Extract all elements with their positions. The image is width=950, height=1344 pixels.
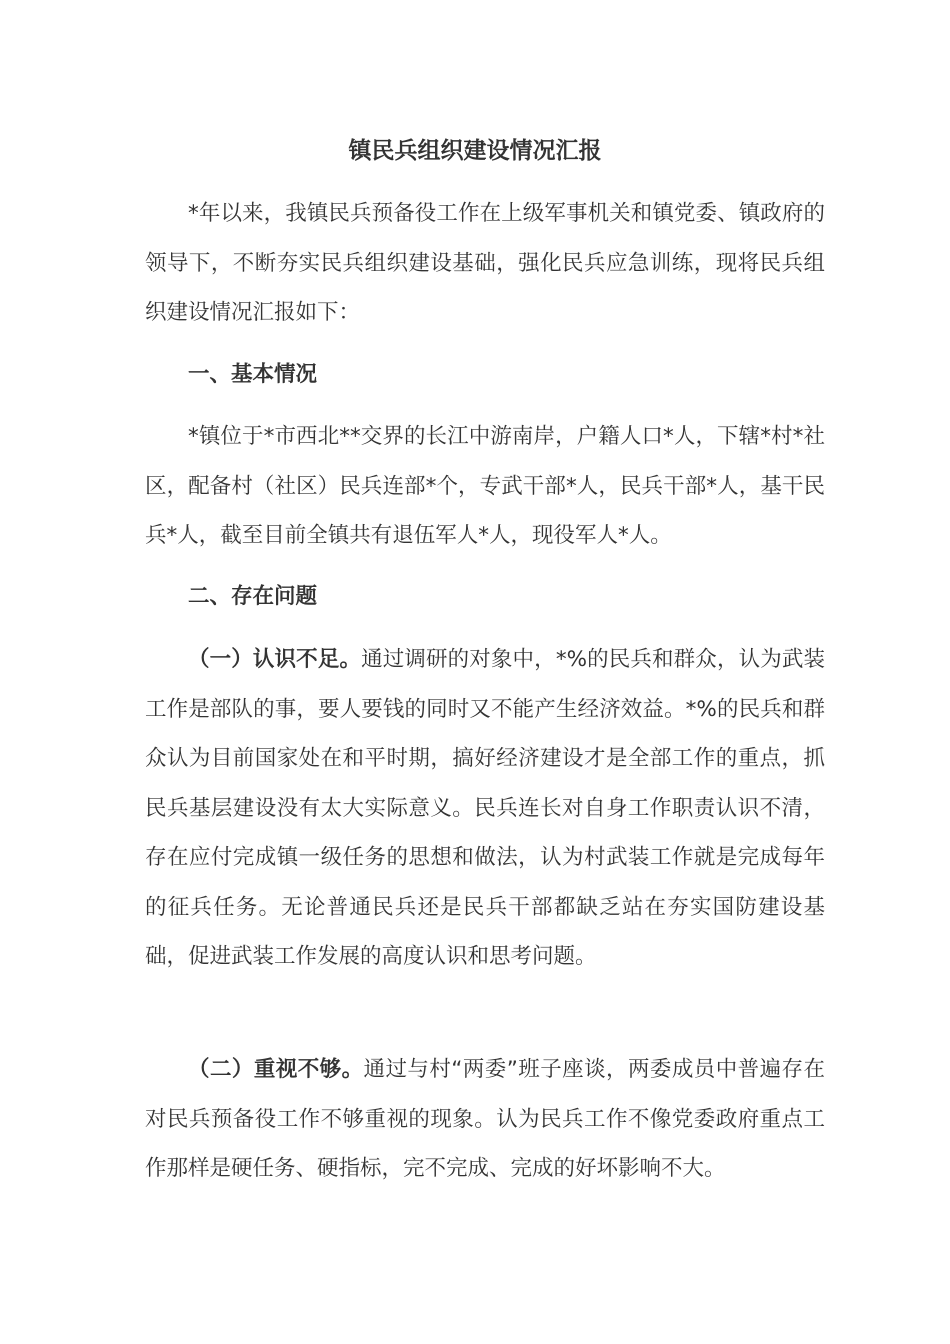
problem-item-lead: （二）重视不够。 [188,1057,364,1082]
problem-item-text: 通过调研的对象中，*%的民兵和群众，认为武装工作是部队的事，要人要钱的同时又不能产生经济效益。*%的民兵和群众认为目前国家处在和平时期，搞好经济建设才是全部工作的重点，抓民兵基层建设没有太大实际意义。民兵连长对自身工作职责认识不清，存在应付完成镇一级任务的思想和做法，认为村武装工作就是完成每年的征兵任务。无论普通民兵还是民兵干部都缺乏站在夯实国防建设基础，促进武装工作发展的高度认识和思考问题。 [145,647,825,969]
section-heading-existing-problems: 二、存在问题 [188,584,318,609]
problem-item-text: 通过与村“两委”班子座谈，两委成员中普遍存在对民兵预备役工作不够重视的现象。认为民兵工作不像党委政府重点工作那样是硬任务、硬指标，完不完成、完成的好坏影响不大。 [145,1057,825,1181]
document-title: 镇民兵组织建设情况汇报 [348,138,602,164]
problem-item-lead: （一）认识不足。 [188,647,362,672]
section-heading-basic-situation: 一、基本情况 [188,362,318,387]
problem-item-insufficient-awareness [145,635,825,982]
intro-paragraph: *年以来，我镇民兵预备役工作在上级军事机关和镇党委、镇政府的领导下，不断夯实民兵组织建设基础，强化民兵应急训练，现将民兵组织建设情况汇报如下： [145,201,825,325]
basic-situation-paragraph: *镇位于*市西北**交界的长江中游南岸，户籍人口*人，下辖*村*社区，配备村（社区）民兵连部*个，专武干部*人，民兵干部*人，基干民兵*人，截至目前全镇共有退伍军人*人，现役军人*人。 [145,424,825,548]
problem-item-insufficient-attention [145,1045,825,1194]
